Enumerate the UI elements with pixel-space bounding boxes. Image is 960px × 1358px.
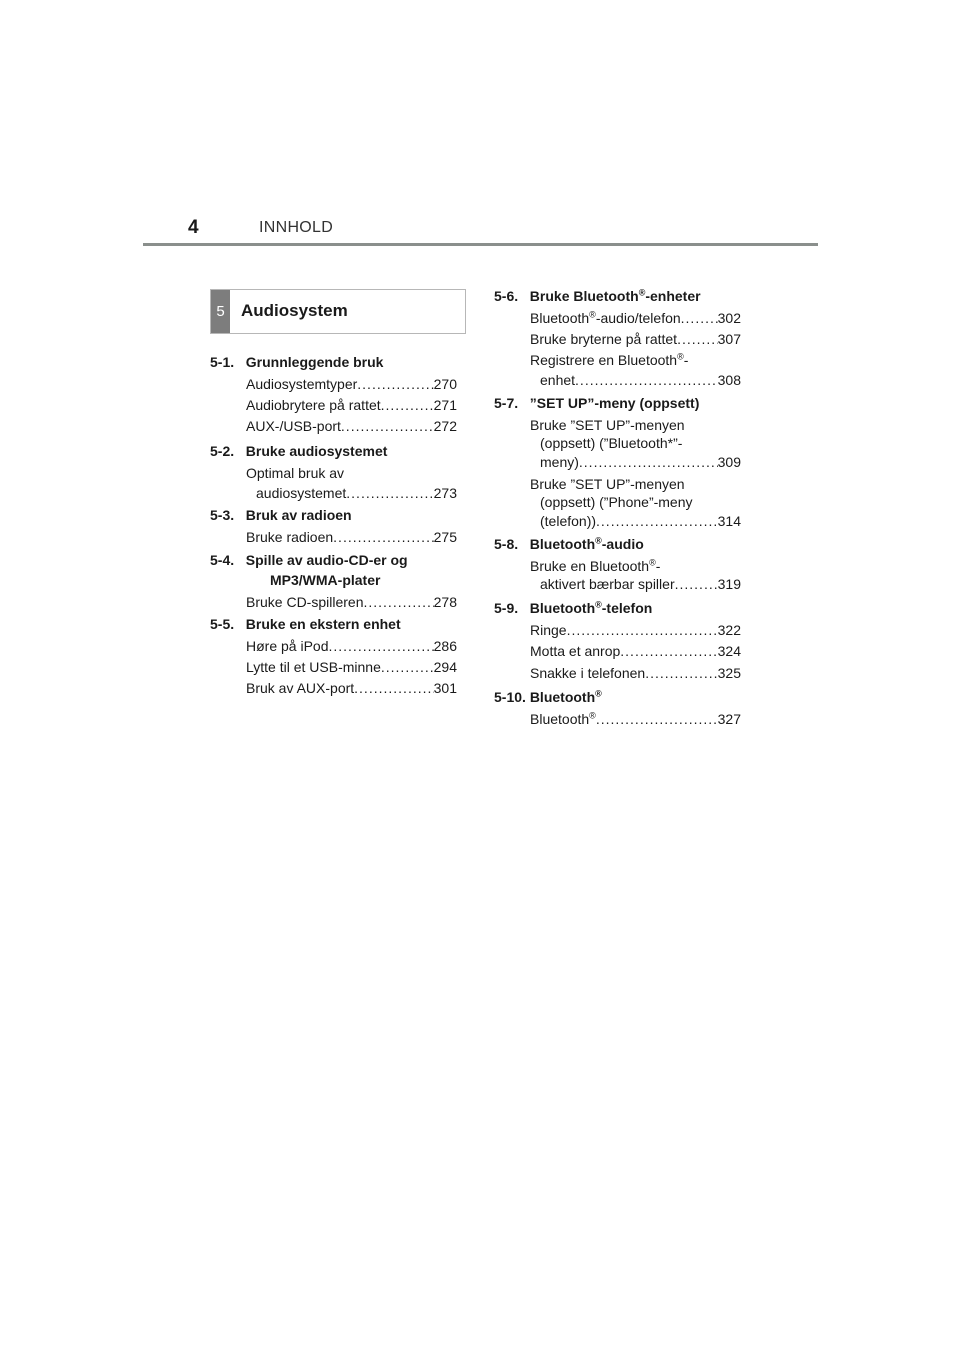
entry-page: 278	[433, 594, 457, 610]
entry-title-line: Optimal bruk av	[246, 465, 345, 481]
entry-page: 302	[717, 310, 741, 326]
entry-title-line: (oppsett) (”Bluetooth*”-	[540, 435, 683, 451]
entry-title-line: Bruke ”SET UP”-menyen	[530, 417, 685, 433]
section-title-suffix: -telefon	[601, 600, 653, 616]
toc-entry[interactable]	[246, 374, 457, 394]
toc-entry[interactable]	[256, 483, 457, 503]
toc-section-heading[interactable]	[494, 286, 701, 306]
toc-section-heading[interactable]	[210, 614, 401, 634]
entry-title-line: Bruke ”SET UP”-menyen	[530, 476, 685, 492]
entry-title: Lytte til et USB-minne	[246, 659, 381, 675]
section-title-suffix: -enheter	[645, 288, 701, 304]
entry-title: Registrere en Bluetooth	[530, 352, 678, 368]
section-number: 5-9.	[494, 600, 519, 616]
section-number: 5-6.	[494, 288, 519, 304]
toc-right-column	[494, 0, 744, 740]
section-title: Bluetooth	[529, 536, 596, 552]
entry-title: audiosystemet	[256, 485, 347, 501]
entry-title-line	[530, 350, 688, 370]
entry-page: 275	[433, 529, 457, 545]
entry-title: Bluetooth	[530, 711, 590, 727]
entry-page: 308	[717, 372, 741, 388]
registered-mark: ®	[677, 351, 684, 362]
entry-page: 286	[433, 638, 457, 654]
toc-section-heading[interactable]	[210, 441, 387, 461]
toc-entry[interactable]	[246, 395, 457, 415]
toc-entry[interactable]	[530, 620, 741, 640]
entry-page: 270	[433, 376, 457, 392]
section-title: Bruke en ekstern enhet	[245, 616, 401, 632]
entry-title: Bruk av AUX-port	[246, 680, 355, 696]
section-number: 5-10.	[494, 689, 526, 705]
toc-entry[interactable]	[530, 329, 741, 349]
entry-title-suffix: -	[683, 352, 689, 368]
entry-title: (telefon))	[540, 513, 597, 529]
entry-page: 327	[717, 711, 741, 727]
chapter-number-tab: 5	[211, 290, 230, 333]
toc-entry[interactable]	[246, 416, 457, 436]
section-number: 5-3.	[210, 507, 235, 523]
toc-entry[interactable]	[246, 636, 457, 656]
entry-page: 319	[717, 576, 741, 592]
entry-page: 272	[433, 418, 457, 434]
entry-page: 309	[717, 454, 741, 470]
entry-title-suffix: -audio/telefon	[595, 310, 681, 326]
section-title: Bruke Bluetooth	[529, 288, 639, 304]
toc-section-heading[interactable]	[494, 393, 699, 413]
entry-title: enhet	[540, 372, 576, 388]
registered-mark: ®	[638, 287, 646, 298]
entry-page: 324	[717, 643, 741, 659]
entry-title: Bruke CD-spilleren	[246, 594, 364, 610]
section-title: Bluetooth	[529, 689, 596, 705]
section-number: 5-5.	[210, 616, 235, 632]
toc-entry[interactable]	[540, 574, 741, 594]
chapter-title: Audiosystem	[241, 301, 348, 320]
registered-mark: ®	[589, 710, 596, 721]
page-header-title: INNHOLD	[259, 219, 334, 236]
toc-entry[interactable]	[540, 370, 741, 390]
section-number: 5-7.	[494, 395, 519, 411]
section-title: Bluetooth	[529, 600, 596, 616]
entry-title: Ringe	[530, 622, 567, 638]
entry-title: meny)	[540, 454, 579, 470]
toc-section-heading[interactable]	[210, 352, 383, 372]
section-title: Bruke audiosystemet	[245, 443, 388, 459]
toc-section-heading[interactable]	[494, 598, 652, 618]
registered-mark: ®	[595, 535, 602, 546]
toc-entry[interactable]	[530, 663, 741, 683]
entry-page: 271	[433, 397, 457, 413]
entry-title: Snakke i telefonen	[530, 665, 646, 681]
entry-page: 294	[433, 659, 457, 675]
section-title: Spille av audio-CD-er og	[245, 552, 408, 568]
entry-title: Bluetooth	[530, 310, 590, 326]
registered-mark: ®	[595, 688, 602, 699]
entry-page: 301	[433, 680, 457, 696]
entry-title-suffix: -	[655, 558, 661, 574]
section-title: Grunnleggende bruk	[245, 354, 384, 370]
registered-mark: ®	[649, 557, 656, 568]
entry-title: AUX-/USB-port	[246, 418, 341, 434]
entry-title: Bruke en Bluetooth	[530, 558, 650, 574]
entry-page: 314	[717, 513, 741, 529]
entry-title: Audiosystemtyper	[246, 376, 358, 392]
section-title: ”SET UP”-meny (oppsett)	[529, 395, 700, 411]
section-number: 5-4.	[210, 552, 235, 568]
section-title-suffix: -audio	[601, 536, 644, 552]
registered-mark: ®	[589, 309, 596, 320]
section-title-line: MP3/WMA-plater	[270, 572, 381, 588]
page-number: 4	[188, 217, 199, 238]
toc-section-heading[interactable]	[210, 550, 408, 570]
entry-page: 307	[717, 331, 741, 347]
section-number: 5-8.	[494, 536, 519, 552]
toc-entry[interactable]	[530, 641, 741, 661]
toc-entry[interactable]	[246, 527, 457, 547]
entry-title: Høre på iPod	[246, 638, 329, 654]
toc-entry[interactable]	[540, 452, 741, 472]
section-number: 5-1.	[210, 354, 235, 370]
entry-page: 322	[717, 622, 741, 638]
toc-section-heading[interactable]	[494, 534, 644, 554]
toc-entry[interactable]	[530, 709, 741, 729]
toc-entry[interactable]	[530, 308, 741, 328]
entry-title-line: (oppsett) (”Phone”-meny	[540, 494, 693, 510]
section-title: Bruk av radioen	[245, 507, 352, 523]
registered-mark: ®	[595, 599, 602, 610]
entry-page: 273	[433, 485, 457, 501]
entry-title: aktivert bærbar spiller	[540, 576, 675, 592]
entry-title: Motta et anrop	[530, 643, 621, 659]
toc-section-heading[interactable]	[494, 687, 602, 707]
toc-entry[interactable]	[246, 592, 457, 612]
entry-title-line	[530, 556, 660, 576]
entry-title: Bruke bryterne på rattet	[530, 331, 678, 347]
toc-entry[interactable]	[540, 511, 741, 531]
entry-title: Bruke radioen	[246, 529, 334, 545]
entry-title: Audiobrytere på rattet	[246, 397, 381, 413]
toc-left-column	[210, 0, 460, 720]
toc-section-heading[interactable]	[210, 505, 352, 525]
toc-entry[interactable]	[246, 678, 457, 698]
entry-page: 325	[717, 665, 741, 681]
section-number: 5-2.	[210, 443, 235, 459]
toc-entry[interactable]	[246, 657, 457, 677]
